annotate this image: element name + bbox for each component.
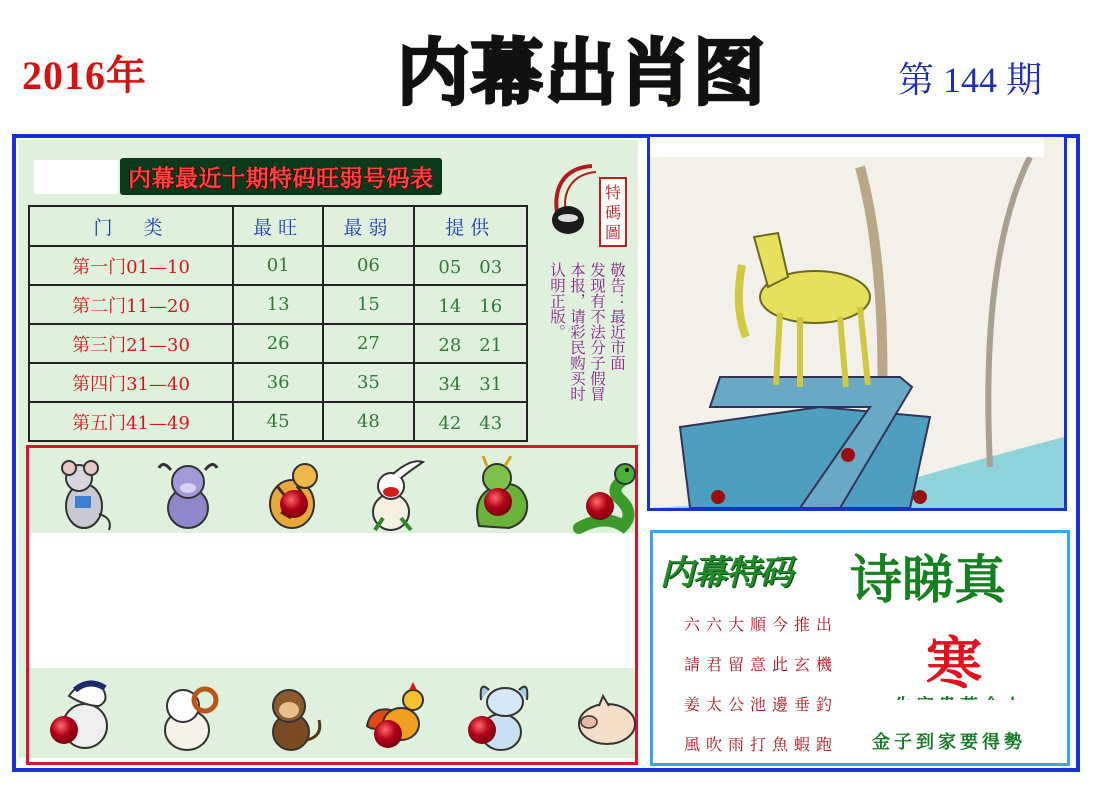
door-cell: 第一门01—10 xyxy=(29,246,233,285)
provide-cell: 28 21 xyxy=(414,324,527,363)
poem-line: 風吹雨打魚蝦跑 xyxy=(684,735,839,754)
zodiac-row-bottom xyxy=(32,672,656,760)
column-header: 提供 xyxy=(414,206,527,246)
provide-cell: 05 03 xyxy=(414,246,527,285)
blank-patch xyxy=(34,160,118,194)
door-cell: 第三门21—30 xyxy=(29,324,233,363)
table-row xyxy=(29,285,527,324)
rat-icon xyxy=(32,452,136,540)
marker-ball xyxy=(374,720,402,748)
poem-line: 六六大順今推出 xyxy=(684,615,839,634)
zodiac-row-top xyxy=(32,452,656,540)
illustration-frame xyxy=(647,134,1067,511)
max-cell: 01 xyxy=(233,246,323,285)
page-title-text: 内幕出肖图 xyxy=(397,31,768,112)
notice-line: 敬告：最近市面 xyxy=(608,262,626,371)
marker-ball xyxy=(50,716,78,744)
goat-illustration xyxy=(650,137,1064,508)
provide-cell: 14 16 xyxy=(414,285,527,324)
issue-number: 第 144 期 xyxy=(898,60,1043,100)
min-cell: 06 xyxy=(323,246,413,285)
blank-patch xyxy=(844,700,1056,726)
provide-cell: 34 31 xyxy=(414,363,527,402)
notice-line: 本报，请彩民购买时 xyxy=(568,262,586,402)
poem-big-title: 诗睇真 xyxy=(850,550,1007,611)
rabbit-icon xyxy=(344,452,448,540)
notice-line: 认明正版。 xyxy=(548,262,566,340)
page-title xyxy=(395,28,855,110)
poem-phrase: 金子到家要得勢 xyxy=(872,732,1026,753)
min-cell: 35 xyxy=(323,363,413,402)
blank-strip xyxy=(650,137,1044,157)
column-header: 最旺 xyxy=(233,206,323,246)
door-cell: 第二门11—20 xyxy=(29,285,233,324)
ox-icon xyxy=(136,452,240,540)
max-cell: 26 xyxy=(233,324,323,363)
table-row xyxy=(29,246,527,285)
notice-text xyxy=(548,262,626,422)
table-heading: 内幕最近十期特码旺弱号码表 xyxy=(120,158,442,195)
door-cell: 第五门41—49 xyxy=(29,402,233,441)
column-header: 最弱 xyxy=(323,206,413,246)
tema-logo xyxy=(548,160,628,250)
poem-key-char: 寒 xyxy=(926,631,982,697)
monkey-icon xyxy=(240,672,344,760)
marker-ball xyxy=(468,716,496,744)
table-row xyxy=(29,324,527,363)
max-cell: 45 xyxy=(233,402,323,441)
blank-area xyxy=(30,538,635,668)
tiger-icon xyxy=(240,452,344,540)
min-cell: 48 xyxy=(323,402,413,441)
poem-line: 請君留意此玄機 xyxy=(684,655,839,674)
goat-icon xyxy=(136,672,240,760)
table-header-row xyxy=(29,206,527,246)
notice-line: 发现有不法分子假冒 xyxy=(588,262,606,402)
rooster-icon xyxy=(344,672,448,760)
column-header: 门 类 xyxy=(29,206,233,246)
poem-title: 内幕特码 xyxy=(660,553,792,593)
dragon-icon xyxy=(448,452,552,540)
horse-icon xyxy=(32,672,136,760)
marker-ball xyxy=(484,488,512,516)
number-table xyxy=(28,205,528,442)
svg-text:特: 特 xyxy=(604,183,622,202)
marker-ball xyxy=(586,492,614,520)
dog-icon xyxy=(448,672,552,760)
svg-text:圖: 圖 xyxy=(604,223,622,242)
min-cell: 15 xyxy=(323,285,413,324)
min-cell: 27 xyxy=(323,324,413,363)
max-cell: 36 xyxy=(233,363,323,402)
table-row xyxy=(29,402,527,441)
provide-cell: 42 43 xyxy=(414,402,527,441)
max-cell: 13 xyxy=(233,285,323,324)
door-cell: 第四门31—40 xyxy=(29,363,233,402)
poem-line: 姜太公池邊垂釣 xyxy=(684,695,839,714)
year-label: 2016年 xyxy=(22,53,147,98)
snake-icon xyxy=(552,452,656,540)
pig-icon xyxy=(552,672,656,760)
svg-text:碼: 碼 xyxy=(604,203,622,222)
marker-ball xyxy=(280,490,308,518)
table-row xyxy=(29,363,527,402)
